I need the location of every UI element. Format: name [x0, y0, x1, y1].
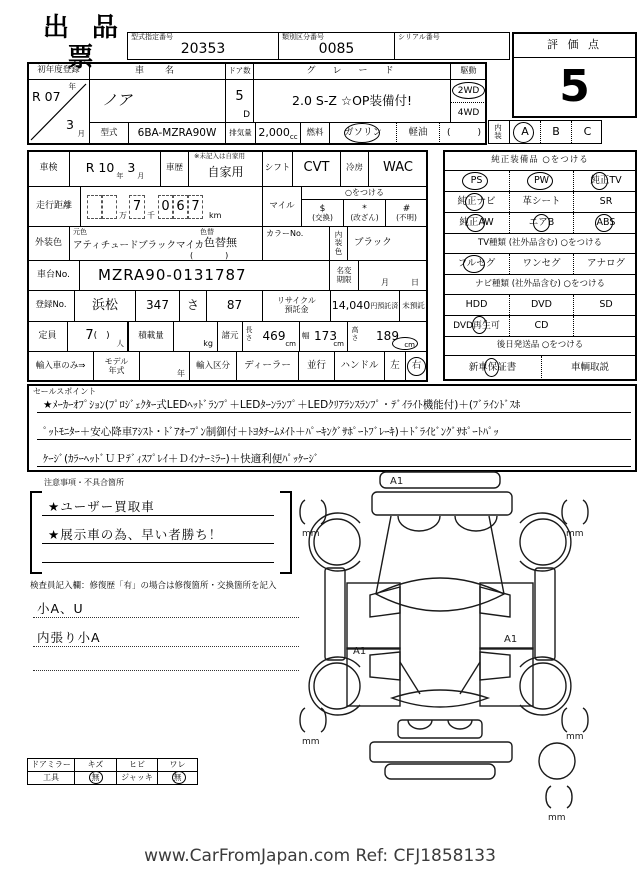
- mileage-opt-unknown: [385, 199, 428, 227]
- fender-front-right: [520, 513, 571, 571]
- height-cell: [347, 321, 428, 352]
- car-name-header: 車 名: [89, 62, 226, 80]
- window-front-right: [480, 587, 510, 617]
- width-cm: cm: [333, 339, 344, 348]
- mm-tr: mm: [566, 529, 584, 539]
- opt-tamper-label: (改ざん): [350, 212, 379, 222]
- odometer-box-sen: 7: [129, 195, 145, 219]
- nc-day: 日: [411, 277, 419, 287]
- recycle-amount: 14,040: [331, 298, 371, 312]
- bracket-tl: [300, 500, 305, 524]
- inspector-line-1: 小A、U: [33, 598, 299, 618]
- bracket-tl2: [321, 500, 326, 524]
- footer-watermark: www.CarFromJapan.com Ref: CFJ1858133: [144, 846, 496, 867]
- model-designation-cell: [127, 32, 279, 60]
- taillight-left: [408, 720, 432, 729]
- shaken-era: R 10: [85, 160, 115, 176]
- history-label: 車歴: [160, 150, 189, 187]
- odometer-unit: km: [209, 210, 222, 220]
- load-label: 積載量: [128, 321, 174, 352]
- diagram-right-a1: A1: [504, 634, 518, 645]
- odometer-sen: 千: [147, 210, 155, 220]
- equipment-row-4: [443, 253, 637, 275]
- mm-bl: mm: [302, 737, 320, 747]
- tv-oneseg: ワンセグ: [509, 254, 573, 274]
- displacement-value: 2,000: [258, 126, 290, 140]
- equipment-header-genuine: 純正装備品 ○をつける: [443, 150, 637, 171]
- interior-grade-c: C: [571, 121, 603, 143]
- mirror-label: ドアミラー: [27, 758, 75, 772]
- side-panel-left: [325, 568, 345, 660]
- bracket-bl: [300, 708, 305, 732]
- model-year-label-cell: [93, 351, 140, 382]
- equip-aw: 純正AW: [459, 216, 494, 228]
- window-rear-right: [480, 652, 510, 680]
- color-no-label: カラーNo.: [266, 229, 304, 238]
- mirror-break: ワレ: [157, 758, 198, 772]
- grade-header: グ レ ー ド: [253, 62, 451, 80]
- rear-window: [392, 690, 488, 707]
- car-name-value: ノア: [89, 79, 226, 123]
- model-year-suffix: 年: [177, 368, 185, 378]
- fender-front-left: [309, 513, 360, 571]
- first-reg-month-suffix: 月: [77, 129, 85, 139]
- odometer-cell: [80, 186, 263, 227]
- rear-bumper: [370, 742, 512, 762]
- equipment-row-6: [443, 315, 637, 337]
- handle-right: 右: [405, 351, 428, 382]
- history-cell: [188, 150, 263, 187]
- jack-label: ジャッキ: [116, 771, 158, 785]
- sales-line-1: ★ﾒｰｶｰｵﾌﾟｼｮﾝ(ﾌﾟﾛｼﾞｪｸﾀｰ式LEDﾍｯﾄﾞﾗﾝﾌﾟ＋LEDﾀｰﾝﾗﾝﾌﾟ＋LEDｸﾘｱﾗﾝｽﾗﾝﾌﾟ・ﾃﾞｲﾗｲﾄ機能付)＋(ﾌﾞﾗｲﾝﾄﾞｽﾎ: [37, 395, 631, 413]
- wheel-rear-left: [314, 663, 360, 709]
- odometer-box-1: [87, 195, 102, 219]
- orig-color-label: 元色: [73, 228, 87, 236]
- model-year-label: モデル年式: [104, 356, 129, 375]
- bracket-tr2: [583, 500, 588, 524]
- import-class-label: 輸入区分: [189, 351, 237, 382]
- equip-leather: 革シート: [509, 192, 573, 212]
- equipment-header-later: 後日発送品 ○をつける: [443, 336, 637, 356]
- recycle-label: リサイクル預託金: [277, 296, 316, 314]
- first-reg-month: 3: [66, 116, 74, 132]
- interior-grade-a: A: [509, 121, 540, 143]
- later-warranty: 新車保証書: [468, 361, 517, 373]
- name-change-date-cell: [358, 260, 428, 291]
- first-reg-year-suffix: 年: [68, 82, 76, 91]
- color-no-cell: [262, 226, 330, 261]
- recycle-value-cell: [330, 290, 400, 322]
- first-reg-era: R 07: [32, 89, 61, 104]
- fuel-gasoline: ガソリン: [343, 127, 382, 139]
- shaken-cell: [69, 150, 161, 187]
- load-unit: kg: [203, 338, 213, 348]
- mm-spare: mm: [548, 813, 566, 823]
- a-pillar-left: [376, 516, 391, 594]
- history-value: 自家用: [207, 164, 244, 179]
- ac-label: 冷房: [340, 150, 369, 187]
- class-number-cell: [278, 32, 395, 60]
- reg-class: 347: [135, 290, 180, 322]
- sales-label: セールスポイント: [33, 386, 97, 396]
- chassis-value: MZRA90-0131787: [79, 260, 330, 291]
- tools-none-cell: 無: [74, 771, 117, 785]
- shaken-year-suffix: 年: [116, 171, 124, 180]
- bracket-br2: [583, 708, 588, 732]
- bracket-spare: [546, 786, 551, 808]
- import-dealer: ディーラー: [236, 351, 299, 382]
- tv-analog: アナログ: [573, 254, 638, 274]
- notes-line-1: ★ユーザー買取車: [42, 497, 274, 516]
- headlight-left: [398, 516, 440, 531]
- interior-grade-b: B: [540, 121, 571, 143]
- doors-d: D: [243, 109, 250, 120]
- mileage-opt-tamper: [343, 199, 386, 227]
- wheel-rear-right: [520, 663, 566, 709]
- equipment-row-2: [443, 191, 637, 213]
- opt-unknown-sym: #: [402, 203, 411, 214]
- int-color-label-cell: [329, 226, 348, 261]
- diagram-front-a1: A1: [390, 476, 404, 487]
- history-note: ※未記入は自家用: [194, 152, 245, 160]
- ac-value: WAC: [368, 150, 428, 187]
- later-manual: 車輌取説: [541, 356, 638, 380]
- opt-exchange-sym: $: [319, 203, 326, 214]
- sales-line-2: ﾟｯﾄﾓﾆﾀｰ＋安心降車ｱｼｽﾄ・ﾄﾞｱｵｰﾌﾟﾝ制御付＋ﾄﾖﾀﾁｰﾑﾒｲﾄ＋ﾊﾟｰｷﾝｸﾞｻﾎﾟｰﾄﾌﾞﾚｰｷ)＋ﾄﾞﾗｲﾋﾞﾝｸﾞｻﾎﾟｰﾄﾊﾟｯ: [37, 422, 631, 440]
- first-reg-cell: [27, 79, 90, 145]
- drive-cell: [450, 79, 487, 123]
- equipment-row-7: [443, 355, 637, 381]
- load-cell: [173, 321, 218, 352]
- capacity-cell: [67, 321, 128, 352]
- side-panel-right: [535, 568, 555, 660]
- model-value: 6BA-MZRA90W: [128, 122, 226, 145]
- int-color-label: 内装色: [334, 230, 343, 256]
- navi-cd: CD: [509, 316, 573, 336]
- recycle-label-cell: [262, 290, 331, 322]
- score-value: 5: [512, 57, 637, 118]
- tv-fullseg: フルセグ: [457, 257, 496, 269]
- mileage-label: 走行距離: [27, 186, 81, 227]
- reg-area: 浜松: [74, 290, 136, 322]
- window-front-left: [370, 587, 400, 617]
- fuel-other: ( ): [439, 123, 488, 144]
- equip-airbag: エアB: [509, 213, 573, 233]
- inspector-line-2: 内張り小A: [33, 627, 299, 647]
- serial-number-label: シリアル番号: [398, 33, 440, 41]
- odometer-box-2: [102, 195, 117, 219]
- notes-line-2: ★展示車の為、早い者勝ち！: [42, 525, 274, 544]
- nc-month: 月: [381, 277, 389, 287]
- fuel-label: 燃料: [300, 122, 330, 145]
- opt-tamper-sym: *: [362, 203, 367, 214]
- displacement-label: 排気量: [225, 122, 256, 145]
- height-label: 高さ: [351, 326, 359, 342]
- notes-label: 注意事項・不具合箇所: [44, 477, 124, 487]
- odometer-man: 万: [119, 210, 127, 220]
- navi-empty: [573, 316, 638, 336]
- height-cm: cm: [404, 340, 415, 349]
- mileage-opt-exchange: [301, 199, 344, 227]
- handle-label: ハンドル: [334, 351, 385, 382]
- drive-4wd: 4WD: [457, 107, 480, 118]
- mirror-scratch: キズ: [74, 758, 117, 772]
- displacement-unit: cc: [289, 132, 298, 141]
- height-value: 189: [376, 328, 399, 343]
- ext-color-cell: [69, 226, 263, 261]
- window-rear-left: [370, 652, 400, 680]
- fuel-diesel: 軽油: [396, 123, 439, 144]
- recycle-suffix: 円預託済: [370, 301, 399, 310]
- sales-line-3: ｹｰｼﾞ(ｶﾗｰﾍｯﾄﾞＵＰﾃﾞｨｽﾌﾟﾚｲ＋Ｄｲﾝﾅｰﾐﾗｰ)＋快適利便ﾊﾟｯｹｰｼﾞ: [37, 449, 631, 467]
- c-pillar-left: [400, 662, 420, 694]
- inspector-label: 検査員記入欄：修復歴「有」の場合は修復箇所・交換箇所を記入: [30, 581, 277, 592]
- inspector-line-3: [33, 655, 299, 671]
- name-change-cell: [329, 260, 359, 291]
- color-change-label: 色替: [200, 228, 214, 236]
- grade-value: 2.0 S-Z ☆OP装備付!: [253, 79, 451, 123]
- bracket-br: [562, 708, 567, 732]
- model-designation-value: 20353: [180, 41, 226, 58]
- front-bumper: [372, 492, 512, 515]
- equip-tv: 純正TV: [573, 171, 638, 191]
- vehicle-diagram: [290, 466, 640, 856]
- capacity-paren: ( ): [93, 331, 110, 342]
- bracket-spare2: [567, 786, 572, 808]
- notes-bracket-left: [30, 491, 42, 574]
- equip-pw: PW: [509, 171, 573, 191]
- drive-2wd: 2WD: [457, 85, 480, 96]
- model-year-cell: [139, 351, 190, 382]
- navi-dvd-play: DVD再生可: [453, 320, 500, 331]
- capacity-label: 定員: [27, 321, 68, 352]
- class-number-label: 類別区分番号: [282, 33, 324, 41]
- handle-left: 左: [384, 351, 406, 382]
- opt-exchange-label: (交換): [312, 212, 333, 222]
- mm-tl: mm: [302, 529, 320, 539]
- doors-cell: [225, 79, 254, 123]
- color-change-paren: ( ): [190, 250, 229, 260]
- equip-navi: 純正ナビ: [457, 195, 496, 207]
- diagram-left-a1: A1: [353, 646, 367, 657]
- int-color-value: ブラック: [347, 226, 428, 261]
- spare-tire: [539, 743, 575, 779]
- width-cell: [299, 321, 348, 352]
- mirror-crack: ヒビ: [116, 758, 158, 772]
- navi-sd: SD: [573, 295, 638, 315]
- chassis-label: 車台No.: [27, 260, 80, 291]
- opt-unknown-label: (不明): [396, 212, 417, 222]
- fuel-cell: [329, 122, 487, 145]
- length-cell: [242, 321, 300, 352]
- equipment-row-1: [443, 170, 637, 192]
- doors-value: 5: [235, 88, 244, 104]
- reg-kana: さ: [179, 290, 207, 322]
- navi-hdd: HDD: [465, 298, 488, 310]
- recycle-none: 未預託: [399, 290, 428, 322]
- navi-dvd: DVD: [509, 295, 573, 315]
- mile-cell: マイル: [262, 186, 302, 227]
- first-reg-header: 初年度登録: [27, 62, 90, 80]
- equipment-row-3: [443, 212, 637, 234]
- class-number-value: 0085: [318, 41, 355, 58]
- equip-sr: SR: [573, 192, 638, 212]
- displacement-cell: [255, 122, 301, 145]
- tools-label: 工具: [27, 771, 75, 785]
- odometer-d1: 0: [158, 195, 173, 219]
- shaken-month-suffix: 月: [137, 171, 145, 180]
- equip-abs: ABS: [573, 213, 638, 233]
- shift-value: CVT: [292, 150, 341, 187]
- rear-hatch: [398, 720, 482, 738]
- interior-grade-row: [488, 120, 602, 144]
- sheet-title: 出 品 票: [42, 13, 126, 73]
- wheel-front-right: [520, 519, 566, 565]
- model-designation-label: 型式指定番号: [131, 33, 173, 41]
- reg-number: 87: [206, 290, 263, 322]
- orig-color-value: アティチュードブラックマイカ: [73, 240, 205, 251]
- bracket-tr: [562, 500, 567, 524]
- length-value: 469: [262, 328, 286, 343]
- width-label: 幅: [302, 331, 310, 340]
- shaken-month: 3: [127, 160, 136, 176]
- jack-none-cell: 無: [157, 771, 198, 785]
- rear-lip: [385, 764, 495, 779]
- capacity-value: 7: [85, 328, 94, 344]
- a-pillar-right: [489, 516, 504, 594]
- drive-header: 駆動: [450, 62, 487, 80]
- shift-label: シフト: [262, 150, 293, 187]
- reg-label: 登録No.: [27, 290, 75, 322]
- model-label: 型式: [89, 122, 129, 145]
- shaken-label: 車検: [27, 150, 70, 187]
- mileage-circle-note: ○をつける: [301, 186, 428, 200]
- ext-color-label: 外装色: [27, 226, 70, 261]
- serial-number-cell: [394, 32, 510, 60]
- length-label: 長さ: [245, 326, 253, 342]
- equipment-header-tv: TV種類 (社外品含む) ○をつける: [443, 233, 637, 254]
- equipment-header-navi: ナビ種類 (社外品含む) ○をつける: [443, 274, 637, 295]
- import-parallel: 並行: [298, 351, 335, 382]
- odometer-d2: 6: [173, 195, 188, 219]
- interior-grade-label: 内装: [494, 122, 502, 140]
- equip-ps: PS: [470, 174, 483, 186]
- capacity-unit: 人: [116, 339, 124, 349]
- doors-header: ドア数: [225, 62, 254, 80]
- mm-br: mm: [566, 732, 584, 742]
- import-only-label: 輸入車のみ⇒: [27, 351, 94, 382]
- length-cm: cm: [285, 339, 296, 348]
- wheel-front-left: [314, 519, 360, 565]
- taillight-right: [448, 720, 472, 729]
- score-label: 評 価 点: [512, 32, 637, 58]
- equipment-row-5: [443, 294, 637, 316]
- color-change-value: 色替無: [204, 236, 237, 249]
- odometer-d3: 7: [188, 195, 203, 219]
- name-change-label: 名変期限: [336, 266, 352, 284]
- dim-label: 諸元: [217, 321, 243, 352]
- width-value: 173: [314, 328, 337, 343]
- c-pillar-right: [460, 662, 480, 694]
- notes-line-3: [42, 551, 274, 563]
